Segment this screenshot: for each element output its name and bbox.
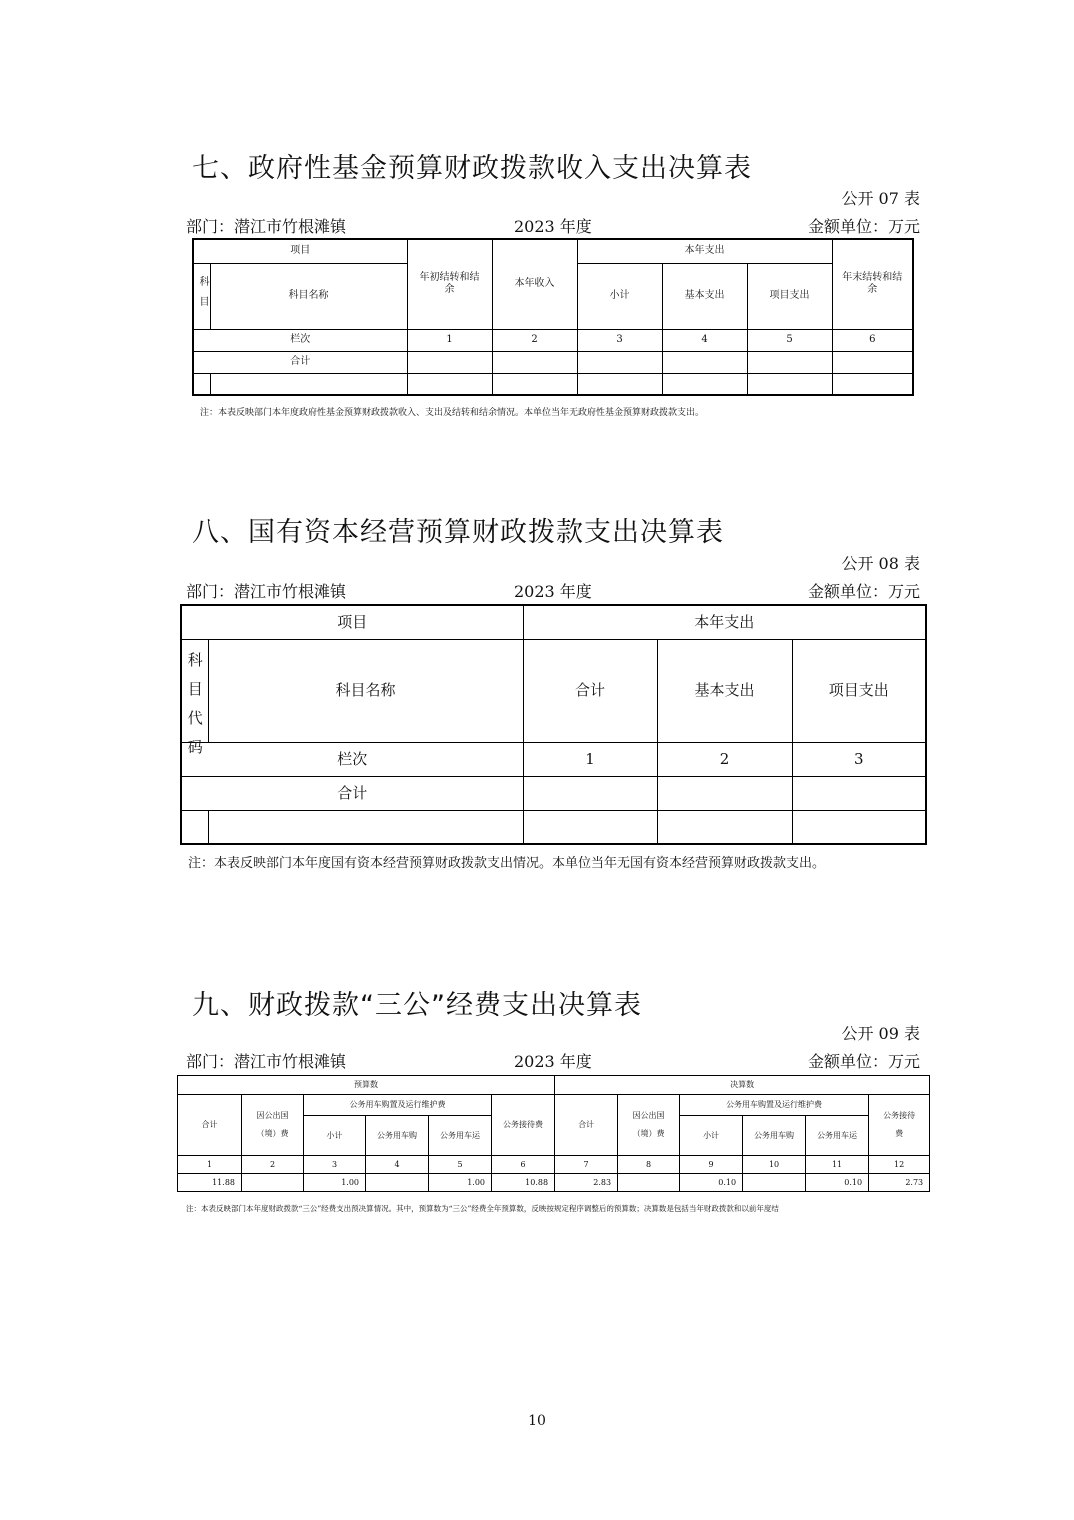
sec9-header-vehicle-actual: 公务用车购置及运行维护费 [680,1095,869,1116]
table-cell [832,351,913,373]
table-cell [657,810,792,844]
sec9-value: 2.73 [869,1174,930,1192]
sec8-header-expense: 本年支出 [523,605,926,639]
table-row [181,810,926,844]
table-cell [407,373,492,395]
table-row [193,373,913,395]
sec9-header-purchase: 公务用车购 [366,1116,429,1156]
table-row [178,1174,930,1192]
table-row [193,329,913,351]
sec9-note: 注：本表反映部门本年度财政拨款“三公”经费支出预决算情况。其中，预算数为“三公”经费全年预算数，反映按规定程序调整后的预算数；决算数是包括当年财政拨款和以前年度结 [186,1204,779,1213]
sec9-title: 九、财政拨款“三公”经费支出决算表 [192,990,642,1021]
sec9-value [743,1174,806,1192]
table-cell [792,810,926,844]
sec8-col-num: 2 [657,742,792,776]
sec9-header-purchase-actual: 公务用车购 [743,1116,806,1156]
table-cell [181,810,208,844]
table-cell [657,776,792,810]
sec8-header-item: 项目 [181,605,523,639]
sec7-title: 七、政府性基金预算财政拨款收入支出决算表 [192,153,752,184]
table-cell [210,373,407,395]
sec9-header-reception: 公务接待费 [492,1095,555,1156]
sec8-table-code: 公开 08 表 [841,554,920,573]
sec9-value [618,1174,680,1192]
table-row [181,776,926,810]
sec7-header-income: 本年收入 [492,239,577,329]
sec7-row-label: 栏次 [193,329,407,351]
sec9-value: 0.10 [680,1174,743,1192]
sec9-value: 2.83 [555,1174,618,1192]
table-cell [407,351,492,373]
sec9-header-total: 合计 [178,1095,242,1156]
sec9-col-num: 11 [806,1156,869,1174]
sec9-value: 1.00 [429,1174,492,1192]
sec7-header-project: 项目支出 [747,263,832,329]
sec9-col-num: 8 [618,1156,680,1174]
table-cell [492,373,577,395]
sec9-value: 0.10 [806,1174,869,1192]
sec8-row-label: 栏次 [181,742,523,776]
sec9-value [242,1174,304,1192]
sec9-header-operation-actual: 公务用车运 [806,1116,869,1156]
sec7-header-begin: 年初结转和结余 [407,239,492,329]
page-number: 10 [528,1413,546,1429]
table-cell [662,373,747,395]
sec7-col-num: 3 [577,329,662,351]
table-cell [208,810,523,844]
sec7-header-code: 科目 [193,263,210,329]
sec8-header-project: 项目支出 [792,639,926,742]
table-cell [193,373,210,395]
sec7-table [192,238,914,396]
sec8-header-code-text: 科目代码 [187,650,203,756]
sec9-value: 1.00 [304,1174,366,1192]
sec7-col-num: 6 [832,329,913,351]
sec7-header-name: 科目名称 [210,263,407,329]
sec9-header-budget: 预算数 [178,1076,555,1095]
sec7-header-item: 项目 [193,239,407,263]
sec8-department: 部门：潜江市竹根滩镇 [186,582,347,601]
sec8-unit: 金额单位：万元 [807,582,920,601]
sec7-department: 部门：潜江市竹根滩镇 [186,217,347,236]
sec9-col-num: 2 [242,1156,304,1174]
table-cell [492,351,577,373]
sec9-year: 2023 年度 [514,1052,592,1071]
sec9-col-num: 1 [178,1156,242,1174]
sec8-col-num: 1 [523,742,657,776]
sec9-value [366,1174,429,1192]
table-row [178,1156,930,1174]
sec9-col-num: 7 [555,1156,618,1174]
sec9-header-vehicle: 公务用车购置及运行维护费 [304,1095,492,1116]
sec9-header-reception-actual: 公务接待费 [869,1095,930,1156]
sec9-unit: 金额单位：万元 [807,1052,920,1071]
sec9-department: 部门：潜江市竹根滩镇 [186,1052,347,1071]
table-cell [662,351,747,373]
sec8-total-label: 合计 [181,776,523,810]
table-cell [747,351,832,373]
sec9-col-num: 5 [429,1156,492,1174]
sec9-header-total-actual: 合计 [555,1095,618,1156]
table-cell [792,776,926,810]
table-cell [577,373,662,395]
sec7-total-label: 合计 [193,351,407,373]
table-row [193,351,913,373]
sec9-value: 11.88 [178,1174,242,1192]
sec7-note: 注：本表反映部门本年度政府性基金预算财政拨款收入、支出及结转和结余情况。本单位当年无政府性基金预算财政拨款支出。 [200,408,705,418]
table-cell [577,351,662,373]
sec8-header-name: 科目名称 [208,639,523,742]
sec9-col-num: 10 [743,1156,806,1174]
sec9-col-num: 3 [304,1156,366,1174]
sec9-col-num: 9 [680,1156,743,1174]
sec7-unit: 金额单位：万元 [807,217,920,236]
sec9-header-subtotal: 小计 [304,1116,366,1156]
sec9-header-actual: 决算数 [555,1076,930,1095]
sec8-header-code [181,639,208,756]
sec7-table-code: 公开 07 表 [841,189,920,208]
sec7-col-num: 1 [407,329,492,351]
sec7-col-num: 2 [492,329,577,351]
sec8-year: 2023 年度 [514,582,592,601]
sec7-year: 2023 年度 [514,217,592,236]
sec9-header-abroad: 因公出国（境）费 [242,1095,304,1156]
sec7-header-expense: 本年支出 [577,239,832,263]
sec9-header-subtotal-actual: 小计 [680,1116,743,1156]
sec9-col-num: 4 [366,1156,429,1174]
sec8-table [180,604,927,845]
sec7-header-end: 年末结转和结余 [832,239,913,329]
sec7-col-num: 4 [662,329,747,351]
sec7-col-num: 5 [747,329,832,351]
sec8-note: 注：本表反映部门本年度国有资本经营预算财政拨款支出情况。本单位当年无国有资本经营预算财政拨款支出。 [188,856,826,871]
sec8-col-num: 3 [792,742,926,776]
sec9-col-num: 6 [492,1156,555,1174]
sec9-table-code: 公开 09 表 [841,1024,920,1043]
sec8-header-basic: 基本支出 [657,639,792,742]
sec7-header-basic: 基本支出 [662,263,747,329]
sec8-header-total: 合计 [523,639,657,742]
sec9-value: 10.88 [492,1174,555,1192]
sec8-title: 八、国有资本经营预算财政拨款支出决算表 [192,517,724,548]
table-cell [832,373,913,395]
sec9-header-operation: 公务用车运 [429,1116,492,1156]
sec7-header-subtotal: 小计 [577,263,662,329]
sec9-table [177,1075,930,1192]
table-row [181,742,926,776]
sec9-header-abroad-actual: 因公出国（境）费 [618,1095,680,1156]
table-cell [523,776,657,810]
table-cell [747,373,832,395]
table-cell [523,810,657,844]
sec9-col-num: 12 [869,1156,930,1174]
